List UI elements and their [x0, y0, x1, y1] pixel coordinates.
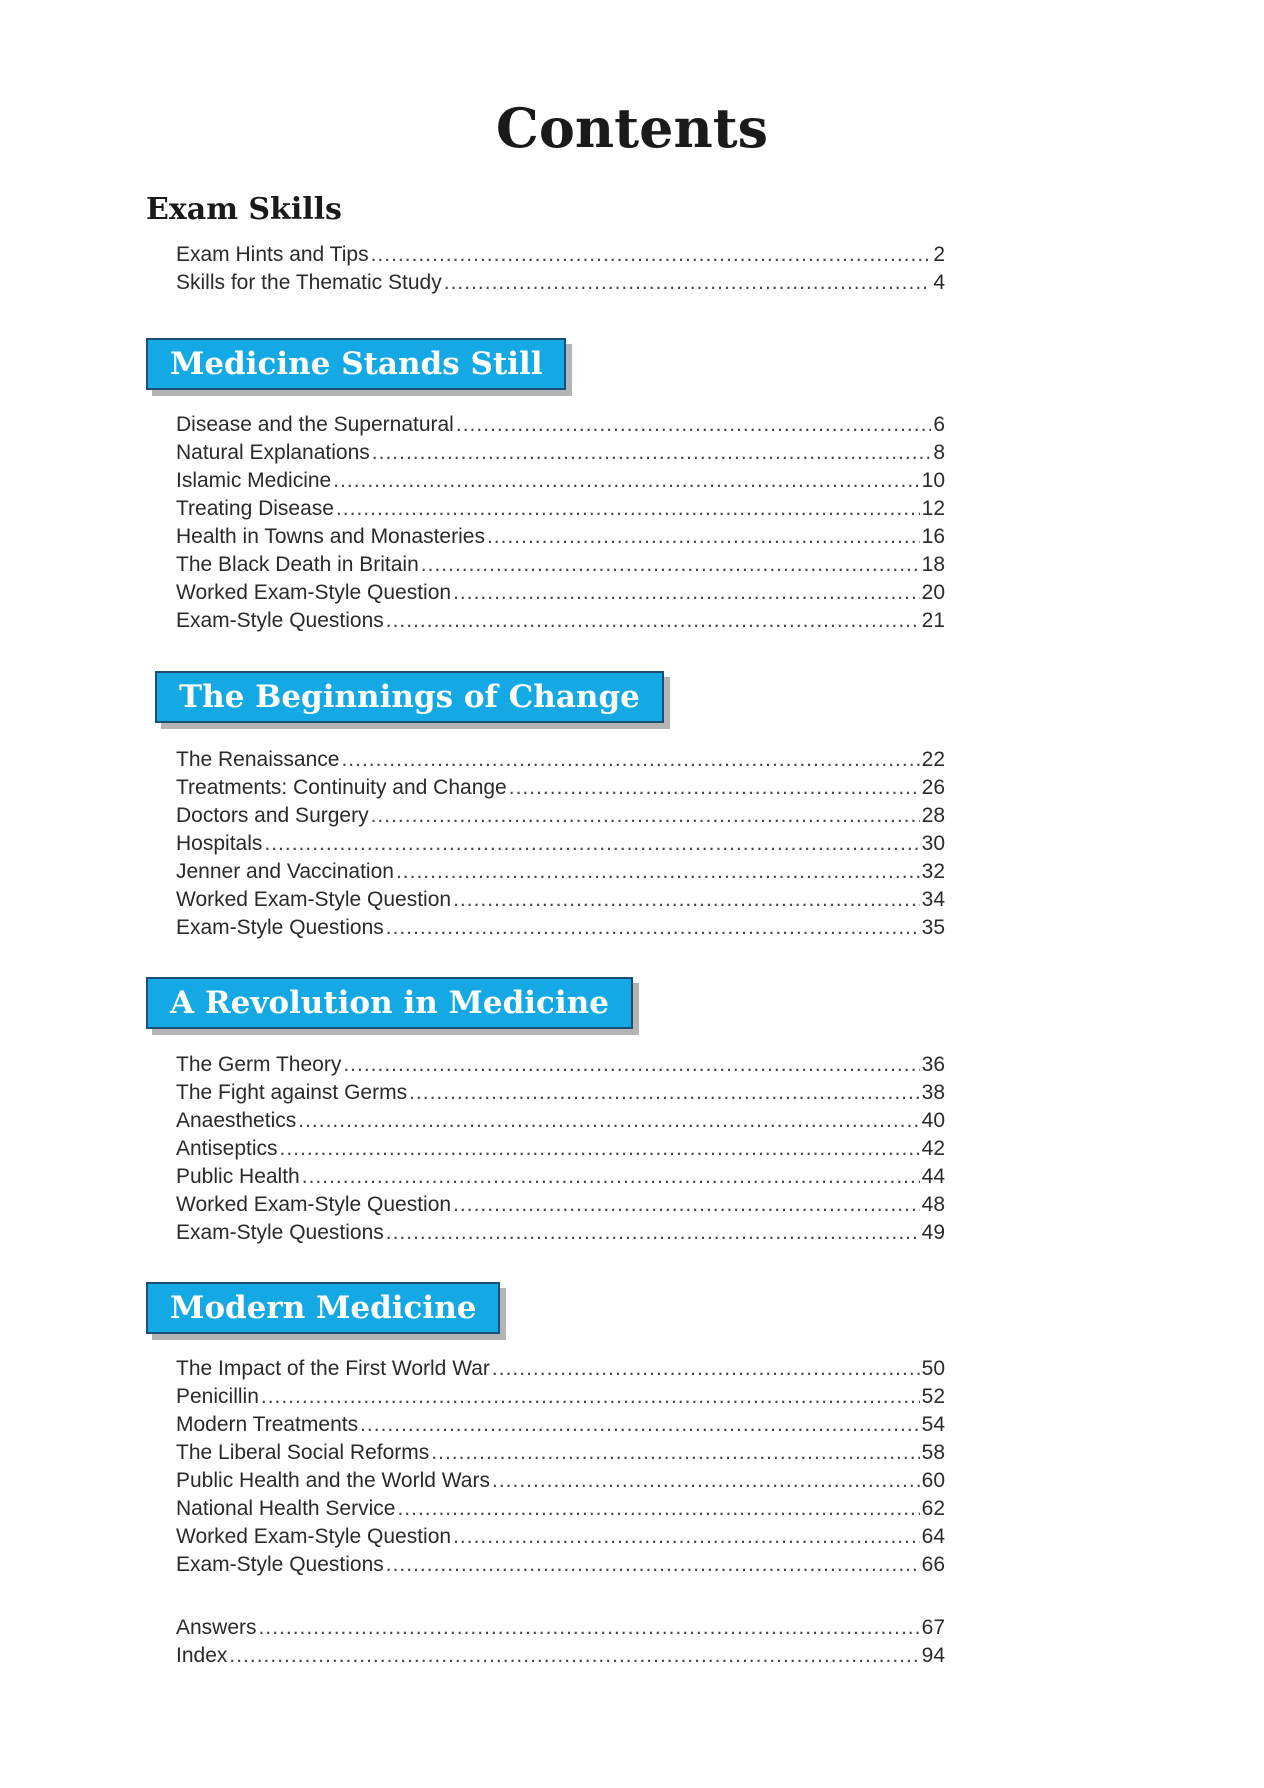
toc-label: Anaesthetics [176, 1109, 297, 1132]
toc-label: Skills for the Thematic Study [176, 271, 442, 294]
page-title: Contents [495, 96, 769, 160]
toc-page-number: 38 [921, 1081, 945, 1104]
toc-entry[interactable] [176, 1191, 945, 1219]
toc-page-number: 10 [921, 469, 945, 492]
toc-entry[interactable] [176, 551, 945, 579]
toc-entry[interactable] [176, 579, 945, 607]
toc-label: Health in Towns and Monasteries [176, 525, 485, 548]
dot-leader [298, 1107, 919, 1135]
toc-label: Public Health [176, 1165, 300, 1188]
toc-entry[interactable] [176, 467, 945, 495]
toc-entry[interactable] [176, 1107, 945, 1135]
toc-label: Exam-Style Questions [176, 1221, 384, 1244]
toc-page-number: 60 [921, 1469, 945, 1492]
toc-page-number: 21 [921, 609, 945, 632]
dot-leader [453, 886, 920, 914]
toc-entry[interactable] [176, 1551, 945, 1579]
toc-page-number: 42 [921, 1137, 945, 1160]
toc-page-number: 40 [921, 1109, 945, 1132]
toc-page-number: 52 [921, 1385, 945, 1408]
toc-label: Treatments: Continuity and Change [176, 776, 507, 799]
toc-page-number: 67 [921, 1616, 945, 1639]
dot-leader [409, 1079, 920, 1107]
toc-page-number: 62 [921, 1497, 945, 1520]
toc-page-number: 66 [921, 1553, 945, 1576]
section-banner-revolution-in-medicine: A Revolution in Medicine [146, 977, 633, 1029]
dot-leader [431, 1439, 919, 1467]
toc-label: Penicillin [176, 1385, 259, 1408]
toc-page-number: 30 [921, 832, 945, 855]
toc-page-number: 8 [933, 441, 945, 464]
toc-label: Disease and the Supernatural [176, 413, 454, 436]
toc-page-number: 32 [921, 860, 945, 883]
toc-label: Worked Exam-Style Question [176, 581, 452, 604]
toc-list-back-matter [176, 1614, 945, 1670]
toc-entry[interactable] [176, 830, 945, 858]
toc-entry[interactable] [176, 439, 945, 467]
toc-entry[interactable] [176, 1051, 945, 1079]
toc-entry[interactable] [176, 1523, 945, 1551]
toc-entry[interactable] [176, 1163, 945, 1191]
dot-leader [386, 1551, 920, 1579]
dot-leader [456, 411, 931, 439]
toc-page-number: 49 [921, 1221, 945, 1244]
toc-page-number: 34 [921, 888, 945, 911]
dot-leader [280, 1135, 920, 1163]
dot-leader [492, 1355, 920, 1383]
toc-page-number: 50 [921, 1357, 945, 1380]
dot-leader [302, 1163, 920, 1191]
dot-leader [386, 1219, 920, 1247]
dot-leader [453, 579, 920, 607]
toc-label: Exam-Style Questions [176, 609, 384, 632]
toc-label: Worked Exam-Style Question [176, 1525, 452, 1548]
toc-page-number: 2 [933, 243, 945, 266]
section-banner-modern-medicine: Modern Medicine [146, 1282, 500, 1334]
toc-entry[interactable] [176, 1383, 945, 1411]
dot-leader [386, 607, 920, 635]
dot-leader [264, 830, 919, 858]
toc-entry[interactable] [176, 1411, 945, 1439]
toc-entry[interactable] [176, 607, 945, 635]
toc-label: National Health Service [176, 1497, 396, 1520]
section-heading-exam-skills: Exam Skills [146, 192, 342, 227]
toc-entry[interactable] [176, 1219, 945, 1247]
toc-label: Modern Treatments [176, 1413, 359, 1436]
dot-leader [397, 1495, 919, 1523]
toc-page-number: 54 [921, 1413, 945, 1436]
toc-label: Answers [176, 1616, 257, 1639]
dot-leader [509, 774, 920, 802]
dot-leader [371, 241, 932, 269]
toc-entry[interactable] [176, 411, 945, 439]
dot-leader [341, 746, 919, 774]
dot-leader [386, 914, 920, 942]
dot-leader [421, 551, 920, 579]
toc-page-number: 26 [921, 776, 945, 799]
dot-leader [360, 1411, 920, 1439]
toc-label: Natural Explanations [176, 441, 370, 464]
toc-page-number: 6 [933, 413, 945, 436]
toc-page-number: 94 [921, 1644, 945, 1667]
toc-entry[interactable] [176, 269, 945, 297]
toc-page-number: 58 [921, 1441, 945, 1464]
toc-entry[interactable] [176, 1495, 945, 1523]
toc-label: Exam Hints and Tips [176, 243, 369, 266]
dot-leader [492, 1467, 920, 1495]
toc-entry[interactable] [176, 241, 945, 269]
toc-label: The Black Death in Britain [176, 553, 419, 576]
toc-label: The Fight against Germs [176, 1081, 408, 1104]
section-banner-beginnings-of-change: The Beginnings of Change [155, 671, 664, 723]
toc-entry[interactable] [176, 802, 945, 830]
toc-page-number: 44 [921, 1165, 945, 1188]
toc-label: Antiseptics [176, 1137, 278, 1160]
toc-page-number: 64 [921, 1525, 945, 1548]
toc-label: The Impact of the First World War [176, 1357, 490, 1380]
dot-leader [259, 1614, 920, 1642]
toc-page-number: 22 [921, 748, 945, 771]
dot-leader [453, 1523, 920, 1551]
dot-leader [261, 1383, 920, 1411]
toc-label: Hospitals [176, 832, 263, 855]
toc-label: Worked Exam-Style Question [176, 1193, 452, 1216]
toc-label: Public Health and the World Wars [176, 1469, 490, 1492]
dot-leader [371, 802, 920, 830]
toc-entry[interactable] [176, 1642, 945, 1670]
toc-label: Treating Disease [176, 497, 334, 520]
toc-label: The Renaissance [176, 748, 340, 771]
dot-leader [487, 523, 920, 551]
dot-leader [333, 467, 919, 495]
dot-leader [453, 1191, 920, 1219]
toc-entry[interactable] [176, 1467, 945, 1495]
toc-label: The Germ Theory [176, 1053, 342, 1076]
toc-list-beginnings-of-change [176, 746, 945, 942]
toc-list-exam-skills [176, 241, 945, 297]
toc-list-modern-medicine [176, 1355, 945, 1579]
toc-page-number: 16 [921, 525, 945, 548]
dot-leader [444, 269, 932, 297]
toc-page-number: 35 [921, 916, 945, 939]
toc-label: Islamic Medicine [176, 469, 332, 492]
toc-page-number: 28 [921, 804, 945, 827]
section-banner-medicine-stands-still: Medicine Stands Still [146, 338, 566, 390]
toc-label: Exam-Style Questions [176, 1553, 384, 1576]
toc-label: The Liberal Social Reforms [176, 1441, 430, 1464]
toc-page-number: 20 [921, 581, 945, 604]
toc-page-number: 36 [921, 1053, 945, 1076]
toc-page-number: 4 [933, 271, 945, 294]
dot-leader [336, 495, 920, 523]
toc-entry[interactable] [176, 1439, 945, 1467]
toc-entry[interactable] [176, 858, 945, 886]
toc-label: Exam-Style Questions [176, 916, 384, 939]
toc-entry[interactable] [176, 1355, 945, 1383]
toc-list-revolution-in-medicine [176, 1051, 945, 1247]
toc-entry[interactable] [176, 523, 945, 551]
toc-entry[interactable] [176, 495, 945, 523]
toc-entry[interactable] [176, 886, 945, 914]
toc-page-number: 12 [921, 497, 945, 520]
dot-leader [343, 1051, 919, 1079]
toc-label: Index [176, 1644, 228, 1667]
toc-entry[interactable] [176, 914, 945, 942]
toc-page-number: 48 [921, 1193, 945, 1216]
dot-leader [372, 439, 932, 467]
dot-leader [229, 1642, 919, 1670]
toc-entry[interactable] [176, 774, 945, 802]
toc-entry[interactable] [176, 1079, 945, 1107]
toc-label: Jenner and Vaccination [176, 860, 394, 883]
toc-entry[interactable] [176, 1614, 945, 1642]
toc-label: Doctors and Surgery [176, 804, 369, 827]
toc-label: Worked Exam-Style Question [176, 888, 452, 911]
toc-entry[interactable] [176, 1135, 945, 1163]
toc-list-medicine-stands-still [176, 411, 945, 635]
dot-leader [396, 858, 920, 886]
toc-entry[interactable] [176, 746, 945, 774]
toc-page-number: 18 [921, 553, 945, 576]
